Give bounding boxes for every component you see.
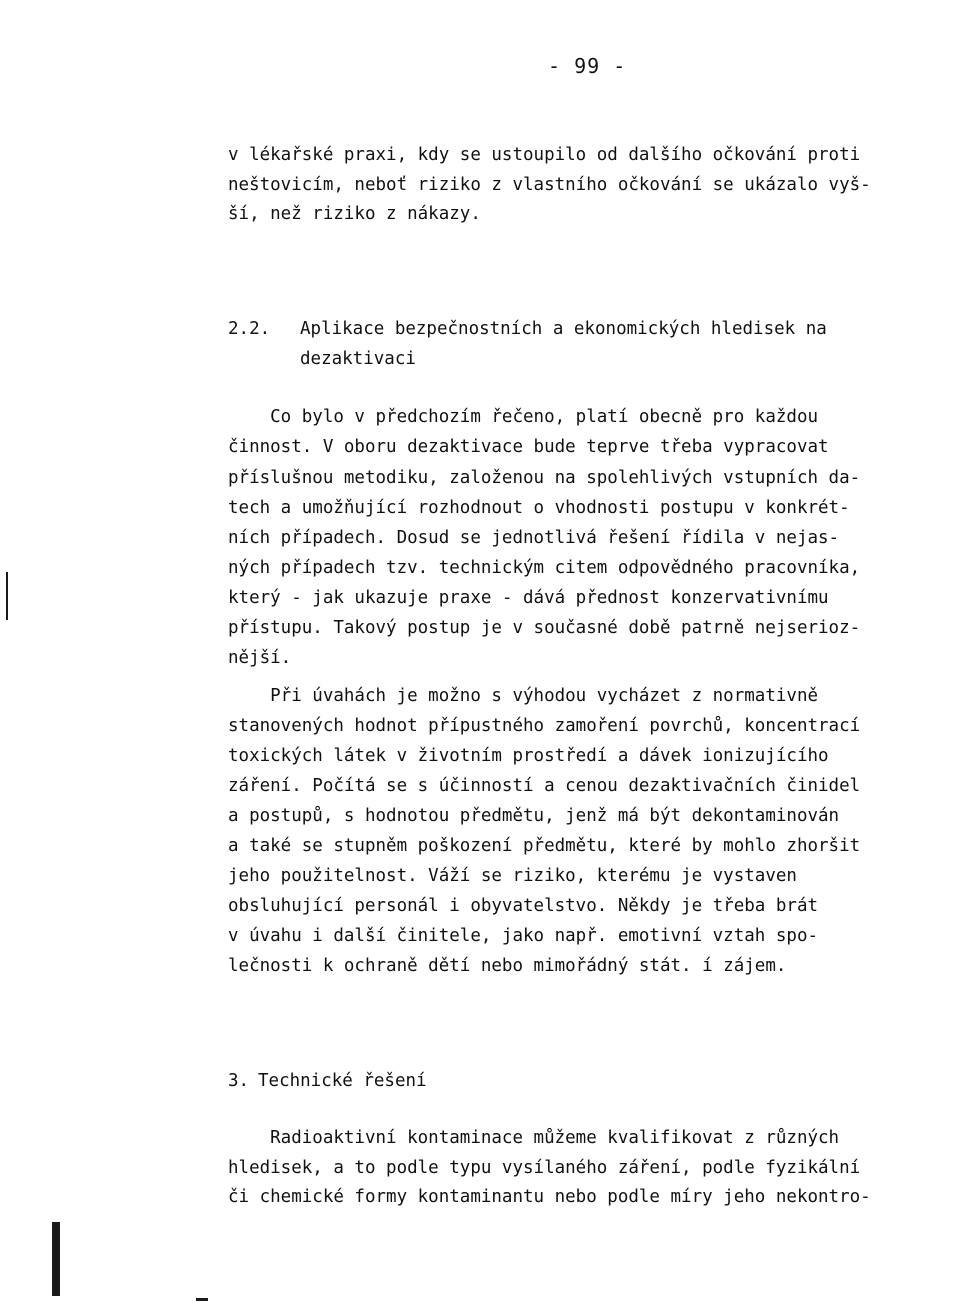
text-line: jeho použitelnost. Váží se riziko, kterému je vystaven: [228, 866, 797, 886]
text-line: ší, než riziko z nákazy.: [228, 204, 481, 224]
section-number: 2.2.: [228, 319, 271, 339]
text-line: v lékařské praxi, kdy se ustoupilo od dalšího očkování proti: [228, 145, 861, 165]
text-line: Radioaktivní kontaminace můžeme kvalifikovat z různých: [228, 1128, 840, 1148]
margin-scan-mark: [52, 1222, 60, 1296]
text-line: tech a umožňující rozhodnout o vhodnosti postupu v konkrét-: [228, 498, 850, 518]
text-line: příslušnou metodiku, založenou na spolehlivých vstupních da-: [228, 468, 861, 488]
bottom-scan-mark: [196, 1298, 208, 1301]
text-line: lečnosti k ochraně dětí nebo mimořádný stát. í zájem.: [228, 956, 787, 976]
text-line: toxických látek v životním prostředí a dávek ionizujícího: [228, 746, 829, 766]
text-line: Při úvahách je možno s výhodou vycházet z normativně: [228, 686, 819, 706]
margin-scan-mark: [6, 572, 8, 620]
section-title: Technické řešení: [258, 1071, 427, 1091]
text-line: a také se stupněm poškození předmětu, které by mohlo zhoršit: [228, 836, 861, 856]
text-line: stanovených hodnot přípustného zamoření povrchů, koncentrací: [228, 716, 861, 736]
text-line: hledisek, a to podle typu vysílaného záření, podle fyzikální: [228, 1158, 861, 1178]
text-line: ných případech tzv. technickým citem odpovědného pracovníka,: [228, 558, 861, 578]
text-line: nější.: [228, 648, 292, 668]
section-title-line: dezaktivaci: [300, 349, 416, 369]
text-line: a postupů, s hodnotou předmětu, jenž má být dekontaminován: [228, 806, 840, 826]
text-line: ních případech. Dosud se jednotlivá řešení řídila v nejas-: [228, 528, 840, 548]
section-number: 3.: [228, 1071, 250, 1091]
text-line: záření. Počítá se s účinností a cenou dezaktivačních činidel: [228, 776, 861, 796]
page-number: - 99 -: [548, 54, 627, 78]
text-line: přístupu. Takový postup je v současné době patrně nejserioz-: [228, 618, 861, 638]
text-line: který - jak ukazuje praxe - dává přednost konzervativnímu: [228, 588, 829, 608]
section-title-line: Aplikace bezpečnostních a ekonomických hledisek na: [300, 319, 827, 339]
text-line: v úvahu i další činitele, jako např. emotivní vztah spo-: [228, 926, 819, 946]
text-line: či chemické formy kontaminantu nebo podle míry jeho nekontro-: [228, 1187, 871, 1207]
text-line: činnost. V oboru dezaktivace bude teprve třeba vypracovat: [228, 437, 829, 457]
text-line: neštovicím, neboť riziko z vlastního očkování se ukázalo vyš-: [228, 175, 871, 195]
text-line: obsluhující personál i obyvatelstvo. Někdy je třeba brát: [228, 896, 819, 916]
text-line: Co bylo v předchozím řečeno, platí obecně pro každou: [228, 407, 819, 427]
